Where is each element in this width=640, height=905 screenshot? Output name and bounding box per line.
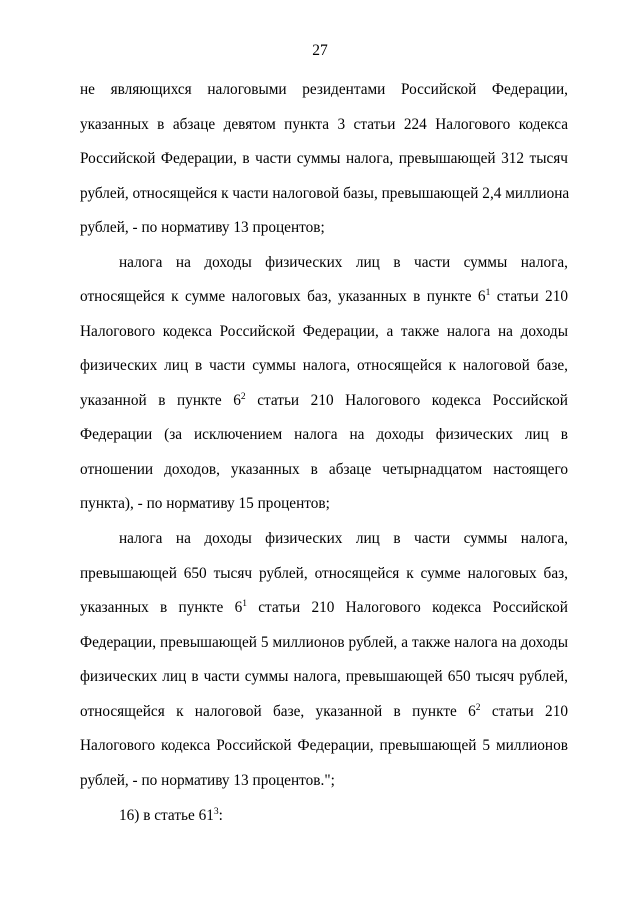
paragraph-2: [80, 246, 568, 522]
text-line: пункта), - по нормативу 15 процентов;: [80, 495, 330, 512]
text-line: рублей, - по нормативу 13 процентов.";: [80, 771, 335, 789]
text-line: рублей, - по нормативу 13 процентов;: [80, 219, 325, 236]
superscript: 1: [242, 599, 247, 609]
text-line: Федерации (за исключением налога на доходы физических лиц в: [80, 426, 568, 443]
superscript: 2: [240, 391, 246, 402]
text-line: налога на доходы физических лиц в части суммы налога,: [119, 253, 568, 271]
paragraph-1: [80, 73, 568, 246]
text-line: налога на доходы физических лиц в части суммы налога,: [119, 530, 568, 547]
text-line: [80, 799, 568, 834]
text-fragment: статьи 210: [490, 288, 568, 305]
text-line: Федерации, превышающей 5 миллионов рублей, а также налога на доходы: [80, 633, 568, 651]
text-line: не являющихся налоговыми резидентами Российской Федерации,: [80, 81, 568, 98]
text-fragment: относящейся к налоговой базе, указанной в пункте 6: [80, 702, 476, 720]
text-fragment: указанной в пункте 6: [80, 391, 241, 409]
text-fragment: указанных в пункте 6: [80, 599, 243, 616]
text-line: [80, 591, 568, 626]
text-line: Налогового кодекса Российской Федерации, а также налога на доходы: [80, 322, 568, 340]
text-line: Налогового кодекса Российской Федерации, превышающей 5 миллионов: [80, 737, 568, 754]
paragraph-4: [80, 799, 568, 834]
text-line: отношении доходов, указанных в абзаце четырнадцатом настоящего: [80, 460, 568, 478]
text-line: [80, 695, 568, 730]
page-number: 27: [312, 42, 328, 59]
text-line: указанных в абзаце девятом пункта 3 статьи 224 Налогового кодекса: [80, 115, 568, 133]
text-fragment: 16) в статье 61: [119, 807, 214, 824]
text-line: рублей, относящейся к части налоговой базы, превышающей 2,4 миллиона: [80, 184, 570, 202]
text-fragment: статьи 210 Налогового кодекса Российской: [246, 599, 568, 616]
text-line: превышающей 650 тысяч рублей, относящейся к сумме налоговых баз,: [80, 564, 568, 582]
text-line: физических лиц в части суммы налога, превышающей 650 тысяч рублей,: [80, 668, 568, 685]
superscript: 3: [213, 807, 219, 817]
text-fragment: статьи 210 Налогового кодекса Российской: [245, 391, 568, 409]
text-line: [80, 384, 568, 419]
text-fragment: статьи 210: [480, 702, 569, 720]
text-fragment: :: [218, 807, 223, 824]
text-line: физических лиц в части суммы налога, относящейся к налоговой базе,: [80, 357, 568, 374]
text-fragment: относящейся к сумме налоговых баз, указанных в пункте 6: [80, 288, 486, 305]
text-line: [80, 280, 568, 315]
superscript: 1: [485, 288, 491, 298]
text-line: Российской Федерации, в части суммы налога, превышающей 312 тысяч: [80, 150, 568, 167]
paragraph-3: [80, 522, 568, 798]
superscript: 2: [475, 702, 481, 713]
